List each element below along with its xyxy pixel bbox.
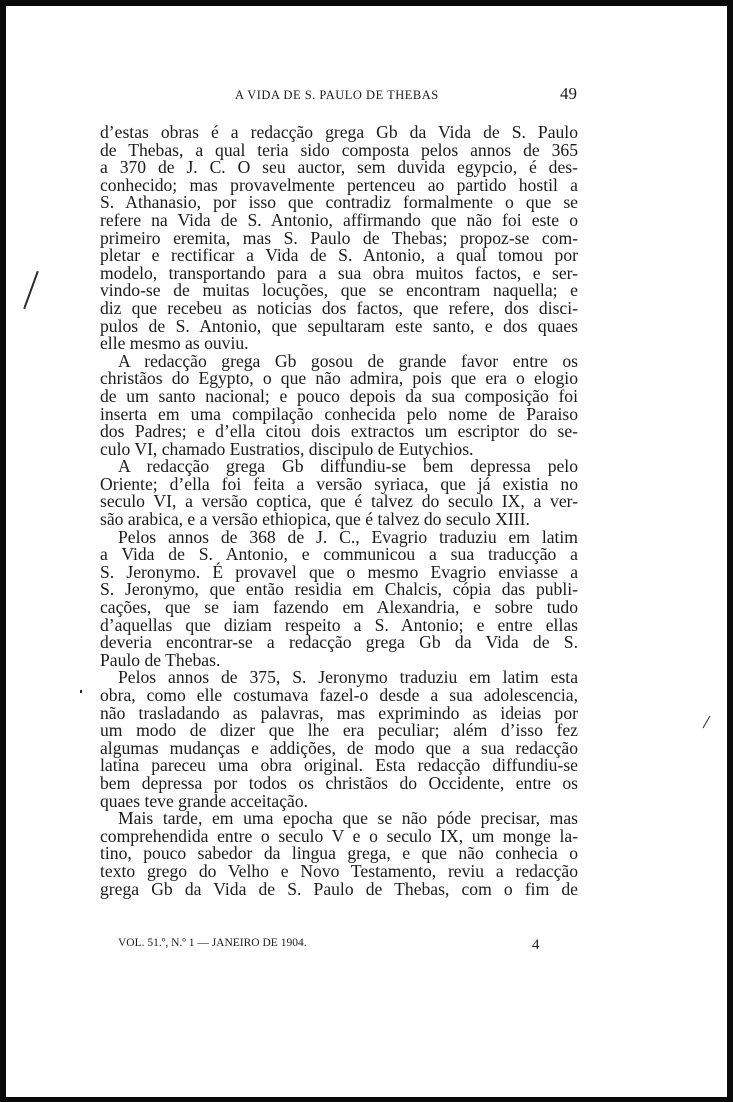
text-line: quaes teve grande acceitação.: [100, 790, 309, 811]
text-line: christãos do Egypto, o que não admira, pois que era o elogio: [100, 368, 578, 389]
running-title: A VIDA DE S. PAULO DE THEBAS: [235, 88, 439, 102]
text-line: A redacção grega Gb diffundiu-se bem depressa pelo: [118, 456, 578, 477]
text-line: de um santo nacional; e pouco depois da sua composição foi: [100, 385, 578, 406]
text-line: inserta em uma compilação conhecida pelo nome de Paraiso: [100, 403, 578, 424]
text-line: tino, pouco sabedor da lingua grega, e que não conhecia o: [100, 843, 578, 864]
text-line: Paulo de Thebas.: [100, 649, 221, 670]
text-line: seculo VI, a versão coptica, que é talvez do seculo IX, a ver-: [100, 491, 578, 512]
text-line: S. Athanasio, por isso que contradiz formalmente o que se: [100, 192, 578, 213]
text-line: dos Padres; e d’ella citou dois extractos um escriptor do se-: [100, 421, 578, 442]
text-line: são arabica, e a versão ethiopica, que é talvez do seculo XIII.: [100, 509, 530, 530]
text-line: grega Gb da Vida de S. Paulo de Thebas, com o fim de: [100, 878, 578, 899]
text-line: diz que recebeu as noticias dos factos, que refere, dos disci-: [100, 297, 578, 318]
text-line: A redacção grega Gb gosou de grande favor entre os: [118, 350, 578, 371]
text-line: latina pareceu uma obra original. Esta redacção diffundiu-se: [100, 755, 578, 776]
text-line: refere na Vida de S. Antonio, affirmando que não foi este o: [100, 209, 578, 230]
text-line: a 370 de J. C. O seu auctor, sem duvida egypcio, é des-: [100, 157, 578, 178]
text-line: d’aquellas que diziam respeito a S. Antonio; e entre ellas: [100, 614, 578, 635]
text-line: pletar e rectificar a Vida de S. Antonio, a qual tomou por: [100, 245, 578, 266]
signature-mark: 4: [532, 937, 540, 953]
text-line: d’estas obras é a redacção grega Gb da Vida de S. Paulo: [100, 122, 578, 142]
text-line: deveria encontrar-se a redacção grega Gb da Vida de S.: [100, 632, 578, 653]
text-line: primeiro eremita, mas S. Paulo de Thebas; propoz-se com-: [100, 227, 578, 248]
text-line: não trasladando as palavras, mas exprimindo as ideias por: [100, 702, 578, 723]
text-line: algumas mudanças e addições, de modo que a sua redacção: [100, 737, 578, 758]
text-line: cações, que se iam fazendo em Alexandria, e sobre tudo: [100, 597, 578, 618]
text-line: Oriente; d’ella foi feita a versão syriaca, que já existia no: [100, 473, 578, 494]
text-line: obra, como elle costumava fazel-o desde a sua adolescencia,: [100, 685, 578, 705]
text-line: culo VI, chamado Eustratios, discipulo de Eutychios.: [100, 438, 474, 459]
text-line: Pelos annos de 375, S. Jeronymo traduziu em latim esta: [118, 667, 578, 688]
text-line: bem depressa por todos os christãos do Occidente, entre os: [100, 772, 578, 793]
body-text: [100, 124, 578, 898]
text-line: de Thebas, a qual teria sido composta pelos annos de 365: [100, 139, 578, 160]
text-line: um modo de dizer que lhe era peculiar; além d’isso fez: [100, 720, 578, 741]
text-line: Mais tarde, em uma epocha que se não póde precisar, mas: [118, 808, 578, 829]
text-line: Pelos annos de 368 de J. C., Evagrio traduziu em latim: [118, 526, 578, 547]
scan-mark: [80, 690, 82, 693]
text-line: pulos de S. Antonio, que sepultaram este santo, e dos quaes: [100, 315, 578, 336]
text-line: a Vida de S. Antonio, e communicou a sua traducção a: [100, 544, 578, 565]
text-line: comprehendida entre o seculo V e o seculo IX, um monge la-: [100, 825, 578, 846]
text-line: texto grego do Velho e Novo Testamento, reviu a redacção: [100, 860, 578, 881]
text-line: elle mesmo as ouviu.: [100, 333, 249, 354]
text-line: S. Jeronymo, que então residia em Chalcis, cópia das publi-: [100, 579, 578, 600]
text-line: vindo-se de muitas locuções, que se encontram naquella; e: [100, 280, 578, 301]
page-number: 49: [560, 84, 577, 103]
text-line: S. Jeronymo. É provavel que o mesmo Evagrio enviasse a: [100, 561, 578, 582]
text-line: conhecido; mas provavelmente pertenceu ao partido hostil a: [100, 174, 578, 195]
text-line: modelo, transportando para a sua obra muitos factos, e ser-: [100, 262, 578, 283]
footer-volume: VOL. 51.º, N.º 1 — JANEIRO DE 1904.: [118, 937, 307, 949]
